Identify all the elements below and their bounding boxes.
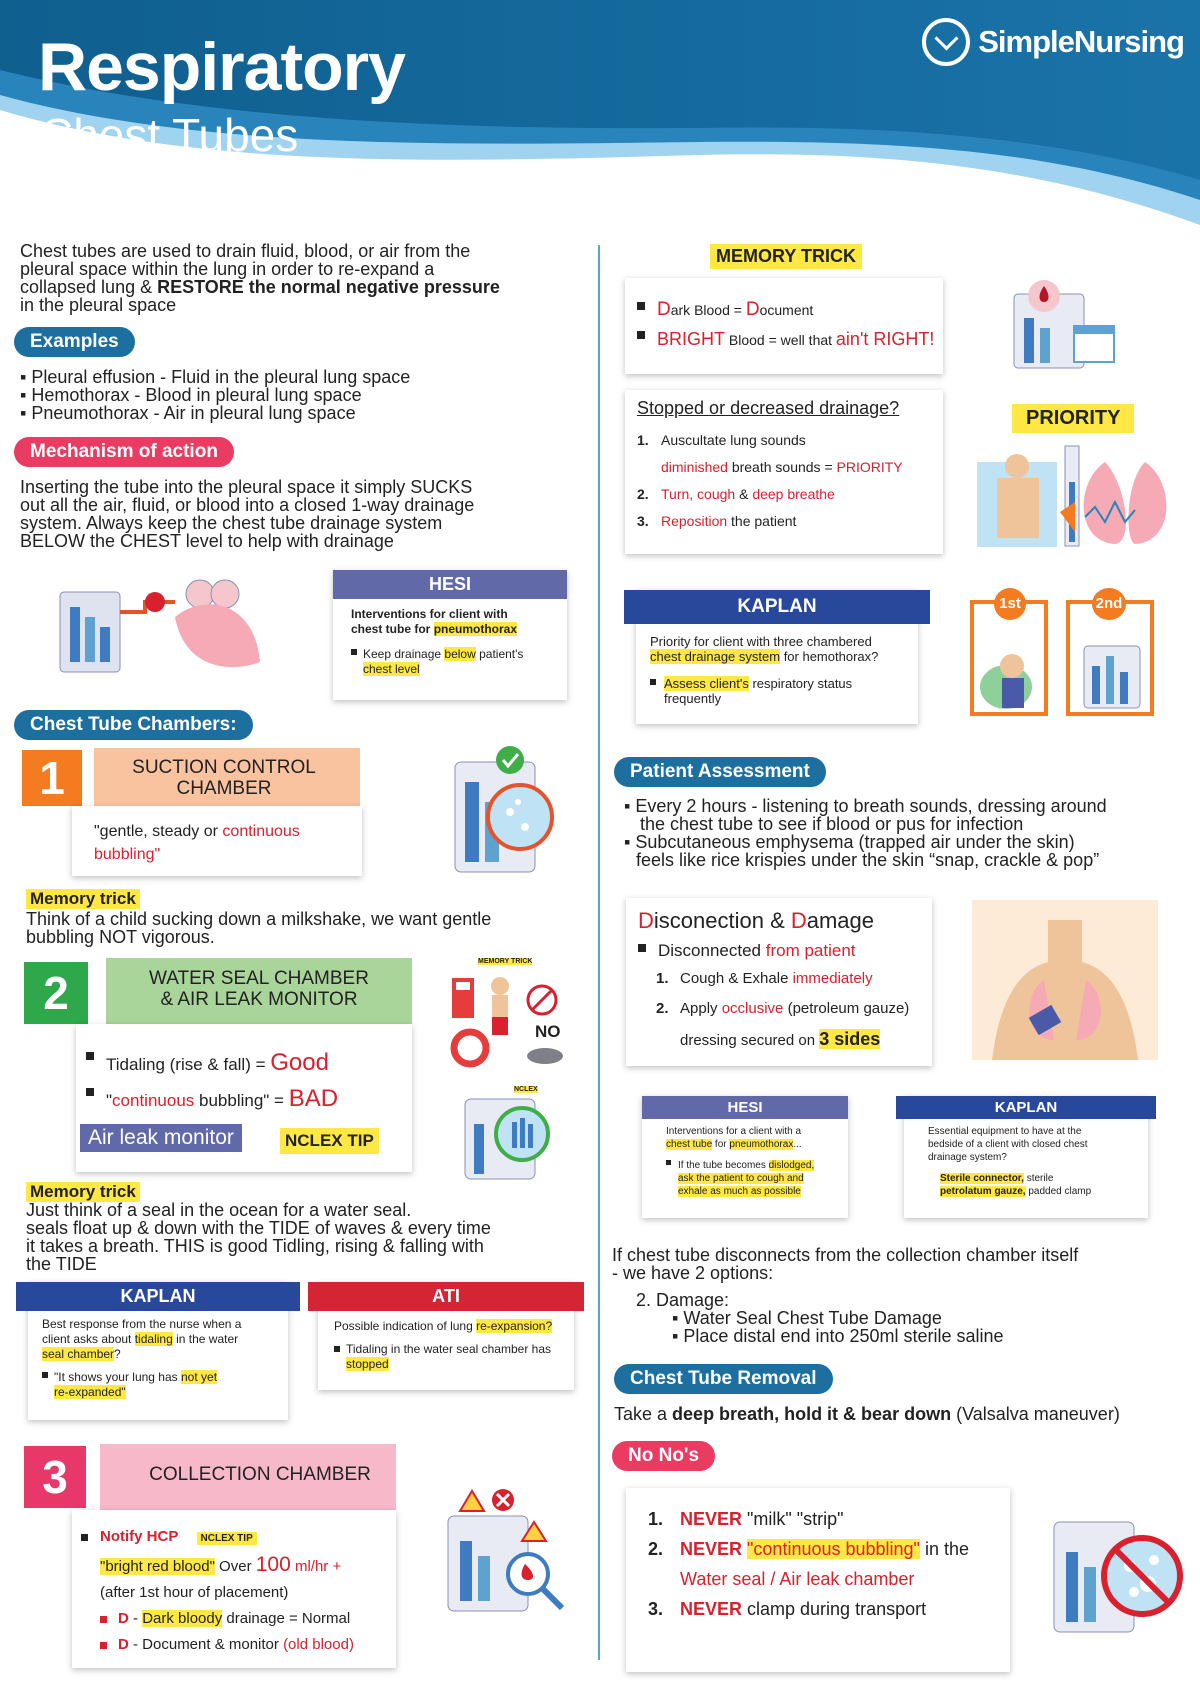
chamber-2-card (76, 1024, 412, 1172)
memory-trick-2-label: Memory trick (26, 1182, 140, 1202)
chamber-1-title-line: CHAMBER (176, 778, 272, 799)
memory-trick-2-text (26, 1201, 586, 1273)
diminished-text: diminished (661, 459, 728, 475)
hesi-question (333, 599, 567, 645)
continuous-text: continuous (112, 1091, 195, 1110)
quote-red: bubbling" (94, 846, 161, 863)
hesi-a-highlight: dislodged, (768, 1160, 815, 1171)
quote-text: "gentle, steady or (94, 823, 223, 840)
bullet-square (100, 1616, 107, 1623)
assessment-line: the chest tube to see if blood or pus for infection (640, 814, 1024, 834)
kaplan-answer (28, 1368, 288, 1400)
step-text: breath sounds = (727, 459, 837, 475)
bright-red-highlight: "bright red blood" (100, 1558, 215, 1575)
step-text: the patient (727, 513, 797, 529)
chamber-1-title (94, 757, 354, 799)
stopped-drainage-steps (625, 427, 943, 535)
no-bubbling-illustration (1050, 1512, 1190, 1637)
hesi-right-question (642, 1119, 848, 1157)
kaplan-question (28, 1311, 288, 1368)
hesi-q-text: for (712, 1139, 730, 1150)
ati-header: ATI (308, 1282, 584, 1311)
kaplan-card-right-2 (904, 1096, 1148, 1218)
hesi-a-text: patient's (475, 647, 524, 661)
memory-trick-right-card (625, 278, 943, 374)
chamber-3-title: COLLECTION CHAMBER (149, 1464, 371, 1485)
mechanism-pill: Mechanism of action (14, 437, 234, 467)
step-3 (637, 508, 931, 535)
old-blood-text: (old blood) (283, 1636, 354, 1653)
step-text: & (735, 486, 753, 502)
chamber-2-title-line: & AIR LEAK MONITOR (160, 989, 358, 1010)
page-subtitle: Chest Tubes (40, 109, 299, 161)
damage-text: Place distal end into 250ml sterile saline (683, 1326, 1004, 1346)
item-number: 1. (648, 1509, 664, 1529)
disconnect-chamber-text (612, 1246, 1192, 1345)
kaplan-right-answer (636, 674, 918, 706)
step-1 (656, 964, 932, 994)
air-leak-illustration (460, 1094, 560, 1184)
chamber-2-title (106, 968, 412, 1010)
hesi-a-highlight: below (444, 647, 476, 661)
assessment-line: feels like rice krispies under the skin “snap, crackle & pop” (636, 850, 1100, 870)
hesi-a-text: Keep drainage (363, 647, 445, 661)
memory-line: the TIDE (26, 1254, 97, 1274)
step-text: Cough & Exhale (680, 970, 793, 987)
hesi-q-text: ... (793, 1139, 802, 1150)
kaplan-q-highlight: tidaling (134, 1332, 173, 1346)
nclex-tip-badge: NCLEX TIP (280, 1128, 379, 1154)
bullet-square (650, 679, 656, 685)
dark-bloody-highlight: Dark bloody (142, 1610, 223, 1627)
no-nos-card (626, 1488, 1010, 1672)
disconnect-title-text: isconection & (653, 908, 791, 933)
well-text: Blood = well that (725, 332, 836, 348)
kaplan-a-highlight: not yet (181, 1370, 218, 1384)
disconnect-text: Disconnected (658, 941, 766, 960)
quote-red: continuous (222, 823, 300, 840)
examples-list (20, 368, 410, 422)
no-no-item (648, 1594, 988, 1624)
list-item (636, 938, 932, 964)
memory-trick-1-label: Memory trick (26, 889, 140, 909)
document-text: - Document & monitor (128, 1636, 284, 1653)
mechanism-line: Inserting the tube into the pleural space it simply SUCKS (20, 477, 473, 497)
stopped-drainage-card (625, 390, 943, 554)
assessment-pill: Patient Assessment (614, 757, 826, 787)
kaplan-header: KAPLAN (16, 1282, 300, 1311)
kaplan-q-text: client asks about (42, 1332, 135, 1346)
hesi-a-highlight: ask the patient to cough and (678, 1173, 804, 1184)
hesi-q-text: chest tube for (351, 622, 434, 636)
document-text: ocument (759, 302, 814, 318)
kaplan-a-highlight: petrolatum gauze, (940, 1186, 1026, 1197)
dark-blood-document-illustration (1010, 278, 1120, 370)
disconnect-chamber-line: If chest tube disconnects from the collection chamber itself (612, 1245, 1079, 1265)
kaplan-a-highlight: Sterile connector, (940, 1173, 1024, 1184)
bullet-square (334, 1346, 340, 1352)
dark-bloody-line (72, 1606, 396, 1632)
second-badge: 2nd (1092, 588, 1126, 620)
mechanism-line: system. Always keep the chest tube drainage system (20, 513, 443, 533)
bullet-square (81, 1534, 88, 1541)
intro-line (20, 278, 580, 296)
step-number: 3. (637, 513, 649, 529)
assessment-item: ▪ Every 2 hours - listening to breath sounds, dressing around (624, 796, 1107, 816)
hesi-header: HESI (333, 570, 567, 599)
example-text: Pneumothorax - Air in pleural lung space (31, 403, 356, 423)
bullet-square (100, 1642, 107, 1649)
no-no-item (648, 1504, 988, 1534)
ati-question (318, 1311, 574, 1342)
memory-trick-small-label: MEMORY TRICK (478, 958, 533, 965)
disconnect-list (626, 936, 932, 964)
step-number: 2. (656, 1000, 669, 1017)
kaplan-q-text: ? (114, 1347, 121, 1361)
example-text: Hemothorax - Blood in pleural lung space (31, 385, 362, 405)
mechanism-line: out all the air, fluid, or blood into a closed 1-way drainage (20, 495, 475, 515)
column-divider (598, 245, 600, 1660)
kaplan-q-line (42, 1332, 274, 1347)
memory-line: Think of a child sucking down a milkshake, we want gentle (26, 909, 492, 929)
drainage-unit-icon (1072, 642, 1152, 712)
hesi-a-highlight: exhale as much as possible (678, 1186, 801, 1197)
step-text: Apply (680, 1000, 722, 1017)
after-first-hour-text: (after 1st hour of placement) (100, 1584, 289, 1601)
chamber-1-title-line: SUCTION CONTROL (132, 757, 316, 778)
drainage-system-illustration (55, 572, 270, 677)
bullet-square (42, 1372, 48, 1378)
no-no-item (648, 1534, 988, 1564)
no-no-text: "milk" "strip" (742, 1509, 844, 1529)
step-text: Auscultate lung sounds (661, 432, 806, 448)
deep-breathe-text: deep breathe (752, 486, 835, 502)
step-2 (656, 994, 932, 1024)
kaplan-q-highlight: chest drainage system (650, 649, 781, 664)
hesi-header: HESI (642, 1096, 848, 1119)
bullet-square (666, 1160, 671, 1165)
no-no-text: clamp during transport (742, 1599, 927, 1619)
step-number: 1. (656, 970, 669, 987)
list-item (84, 1082, 412, 1118)
hesi-a-text: If the tube becomes (678, 1160, 769, 1171)
brand-name: SimpleNursing (978, 24, 1184, 59)
intro-line: pleural space within the lung in order to re-expand a (20, 259, 435, 279)
seal-lifeguard-illustration (450, 968, 570, 1068)
ati-a-highlight: stopped (346, 1357, 389, 1371)
kaplan-q-line: Essential equipment to have at the (928, 1126, 1082, 1137)
step-number: 1. (637, 432, 649, 448)
reposition-text: Reposition (661, 513, 728, 529)
intro-text: collapsed lung & (20, 277, 158, 297)
bright-text: BRIGHT (657, 329, 726, 349)
kaplan-header: KAPLAN (624, 590, 930, 624)
lung-assessment-illustration (975, 442, 1180, 552)
dark-blood-text: ark Blood = (670, 302, 746, 318)
intro-line: Chest tubes are used to drain fluid, blood, or air from the (20, 241, 471, 261)
step-text: (petroleum gauze) (783, 1000, 910, 1017)
bullet-square (351, 649, 357, 655)
removal-pill: Chest Tube Removal (614, 1364, 833, 1394)
chamber-1-quote (72, 806, 362, 880)
hesi-q-line: Interventions for client with (351, 607, 508, 621)
water-seal-chamber-text: Water seal / Air leak chamber (680, 1569, 915, 1589)
chamber-3-card (72, 1510, 396, 1668)
kaplan-right-question (636, 624, 918, 674)
drainage-normal-text: drainage = Normal (222, 1610, 351, 1627)
kaplan-q-line: drainage system? (928, 1152, 1007, 1163)
memory-line: bubbling NOT vigorous. (26, 927, 215, 947)
continuous-bubbling-highlight: "continuous bubbling" (747, 1539, 920, 1559)
list-item: ▪ Pleural effusion - Fluid in the pleural lung space (20, 367, 411, 387)
kaplan-a-highlight: re-expanded" (54, 1385, 126, 1399)
no-no-text: in the (919, 1539, 969, 1559)
intro-bold: RESTORE the normal negative pressure (157, 277, 500, 297)
kaplan-a-text: frequently (664, 691, 722, 706)
damage-item: ▪ Place distal end into 250ml sterile saline (672, 1326, 1004, 1346)
kaplan-a-text: padded clamp (1025, 1186, 1092, 1197)
hesi-q-line (351, 622, 549, 637)
disconnect-title-text: amage (806, 908, 875, 933)
hesi-card-right (642, 1096, 848, 1218)
damage-heading: 2. Damage: (636, 1290, 730, 1310)
occlusive-text: occlusive (721, 1000, 784, 1017)
patient-breathing-icon (976, 642, 1046, 712)
collection-chamber-warning-illustration (440, 1486, 570, 1616)
ati-card (318, 1282, 574, 1390)
first-badge: 1st (994, 588, 1026, 620)
document-line (72, 1632, 396, 1658)
list-item (635, 325, 943, 355)
d-letter: D (745, 299, 760, 320)
d-letter: D (118, 1636, 129, 1653)
kaplan-header: KAPLAN (896, 1096, 1156, 1119)
brand-logo (922, 18, 1184, 66)
hesi-card-left (333, 570, 567, 700)
kaplan-card-left (28, 1282, 288, 1420)
chambers-pill: Chest Tube Chambers: (14, 710, 253, 740)
assessment-text (624, 797, 1194, 869)
kaplan-card-right (636, 590, 918, 724)
examples-pill: Examples (14, 327, 135, 357)
step-1-detail (637, 454, 931, 481)
removal-bold: deep breath, hold it & bear down (672, 1404, 952, 1424)
nclex-tip-badge-small: NCLEX TIP (197, 1532, 257, 1545)
hesi-right-answer (642, 1157, 848, 1198)
aint-right-text: ain't RIGHT! (835, 329, 935, 349)
good-text: Good (270, 1049, 329, 1076)
step-number: 2. (637, 486, 649, 502)
hesi-q-line: Interventions for a client with a (666, 1126, 802, 1137)
memory-line: seals float up & down with the TIDE of waves & every time (26, 1218, 491, 1238)
step-2-detail (656, 1024, 932, 1056)
heart-stethoscope-icon (922, 18, 970, 66)
no-nos-pill: No No's (612, 1441, 715, 1471)
d-letter: D (118, 1610, 129, 1627)
kaplan-right2-question (904, 1119, 1148, 1170)
assessment-line: Every 2 hours - listening to breath sounds, dressing around (635, 796, 1107, 816)
assessment-line: Subcutaneous emphysema (trapped air under the skin) (635, 832, 1075, 852)
kaplan-q-highlight: seal chamber (42, 1347, 115, 1361)
never-text: NEVER (680, 1599, 743, 1619)
disconnect-title (626, 898, 932, 936)
dash-text: - (128, 1610, 143, 1627)
page-title: Respiratory (38, 29, 405, 105)
air-leak-label: Air leak monitor (80, 1124, 242, 1152)
hesi-q-highlight: chest tube (666, 1139, 713, 1150)
kaplan-q-line (42, 1347, 274, 1362)
step-1 (637, 427, 931, 454)
disconnect-steps (626, 964, 932, 1056)
chamber-2-list (76, 1024, 412, 1118)
kaplan-a-text: respiratory status (748, 676, 853, 691)
three-sides-highlight: 3 sides (819, 1029, 881, 1049)
hundred-text: 100 (255, 1553, 291, 1576)
d-letter: D (638, 908, 654, 933)
kaplan-q-text: for hemothorax? (780, 649, 879, 664)
step-2 (637, 481, 931, 508)
hesi-answer (333, 645, 567, 677)
disconnect-chamber-line: - we have 2 options: (612, 1263, 774, 1283)
no-label: NO (535, 1022, 561, 1041)
kaplan-a-highlight: Assess client's (664, 676, 749, 691)
example-text: Pleural effusion - Fluid in the pleural lung space (31, 367, 411, 387)
removal-line: Take a (614, 1404, 673, 1424)
ati-q-highlight: re-expansion? (476, 1319, 553, 1333)
notify-hcp-text: Notify HCP (100, 1528, 179, 1545)
list-item (635, 296, 943, 325)
chamber-2-title-line: WATER SEAL CHAMBER (149, 968, 369, 989)
hesi-a-highlight: chest level (363, 662, 420, 676)
kaplan-a-text: sterile (1023, 1173, 1054, 1184)
kaplan-q-line: bedside of a client with closed chest (928, 1139, 1088, 1150)
hesi-q-highlight: pneumothorax (433, 622, 518, 636)
kaplan-right2-answer (904, 1170, 1148, 1198)
item-number: 2. (648, 1539, 664, 1559)
mechanism-line: BELOW the CHEST level to help with drainage (20, 531, 394, 551)
intro-line: in the pleural space (20, 295, 177, 315)
memory-line: it takes a breath. THIS is good Tidling, rising & falling with (26, 1236, 484, 1256)
hesi-q-highlight: pneumothorax (729, 1139, 794, 1150)
bubbling-text: bubbling" = (194, 1091, 289, 1110)
bright-red-line (72, 1552, 396, 1580)
never-text: NEVER (680, 1539, 743, 1559)
kaplan-q-line (650, 649, 904, 664)
removal-line: (Valsalva maneuver) (951, 1404, 1120, 1424)
list-item: ▪ Hemothorax - Blood in pleural lung space (20, 385, 362, 405)
step-text: dressing secured on (680, 1032, 820, 1049)
mlhr-text: ml/hr + (290, 1558, 342, 1575)
never-text: NEVER (680, 1509, 743, 1529)
over-text: Over (214, 1558, 256, 1575)
d-letter: D (790, 908, 807, 933)
chamber-3-content (72, 1510, 396, 1658)
list-item: ▪ Pneumothorax - Air in pleural lung space (20, 403, 356, 423)
kaplan-q-line: Best response from the nurse when a (42, 1317, 242, 1331)
immediately-text: immediately (792, 970, 873, 987)
damage-text: Water Seal Chest Tube Damage (683, 1308, 942, 1328)
warning-icon (460, 1491, 484, 1511)
kaplan-q-text: in the water (172, 1332, 239, 1346)
memory-trick-right-list (625, 278, 943, 355)
turn-cough-text: Turn, cough (661, 486, 736, 502)
ati-a-text: Tidaling in the water seal chamber has (346, 1342, 551, 1356)
damage-item: ▪ Water Seal Chest Tube Damage (672, 1308, 942, 1328)
notify-line (72, 1524, 396, 1552)
chamber-1-card (72, 806, 362, 876)
chamber-1-number: 1 (22, 750, 82, 806)
assessment-item: ▪ Subcutaneous emphysema (trapped air under the skin) (624, 832, 1075, 852)
memory-line: Just think of a seal in the ocean for a water seal. (26, 1200, 412, 1220)
mechanism-text (20, 478, 580, 550)
chamber-2-number: 2 (24, 962, 88, 1024)
stopped-drainage-title: Stopped or decreased drainage? (637, 398, 900, 418)
memory-trick-right-label: MEMORY TRICK (710, 244, 862, 269)
kaplan-q-line: Priority for client with three chambered (650, 634, 872, 649)
chest-dressing-illustration (972, 900, 1158, 1060)
list-item (84, 1046, 412, 1082)
kaplan-a-text: "It shows your lung has (54, 1370, 181, 1384)
ati-q-text: Possible indication of lung (334, 1319, 477, 1333)
tidaling-text: Tidaling (rise & fall) = (106, 1055, 271, 1074)
nclex-small-label: NCLEX (514, 1086, 538, 1093)
disconnect-card (626, 898, 932, 1066)
ati-answer (318, 1342, 574, 1372)
item-number: 3. (648, 1599, 664, 1619)
memory-trick-1-text (26, 910, 586, 946)
from-patient-text: from patient (765, 941, 856, 960)
chamber-3-number: 3 (24, 1446, 86, 1508)
priority-text: PRIORITY (836, 459, 903, 475)
removal-text (614, 1405, 1194, 1423)
intro-paragraph (20, 242, 580, 314)
header-banner (0, 0, 1200, 230)
no-nos-list (626, 1488, 1010, 1640)
d-letter: D (657, 299, 671, 320)
bubbling-text: " (106, 1091, 113, 1110)
hesi-q-line (666, 1138, 824, 1151)
bad-text: BAD (288, 1085, 339, 1112)
priority-badge: PRIORITY (1012, 404, 1134, 433)
suction-chamber-illustration (450, 742, 560, 877)
